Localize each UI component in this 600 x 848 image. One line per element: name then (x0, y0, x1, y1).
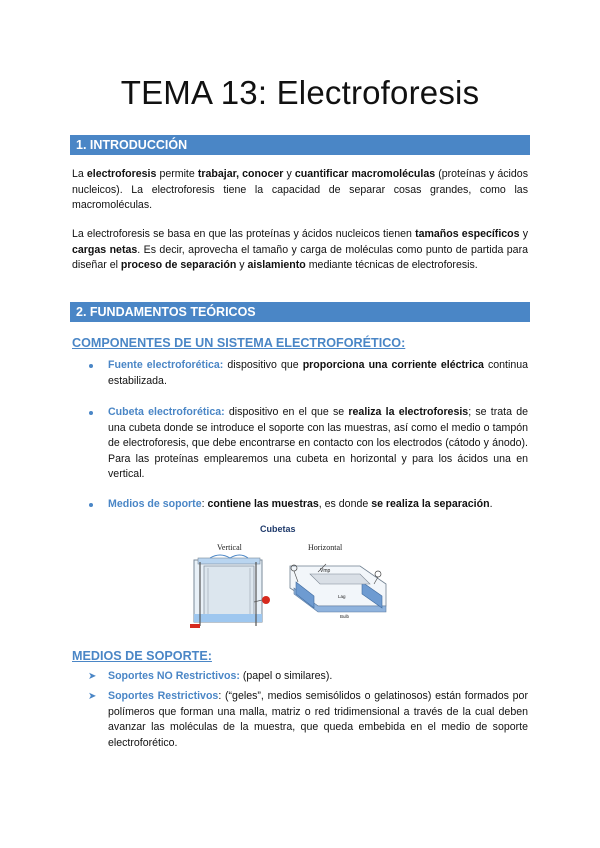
bullet-dot-icon (89, 364, 93, 368)
subheading-medios-soporte: MEDIOS DE SOPORTE: (72, 649, 212, 663)
figure-tag-vmp: Vmp (320, 568, 331, 574)
list-item-restrictivos: ➤ Soportes Restrictivos: (“geles”, medios semisólidos o gelatinosos) están formados por polímeros que forman una malla, matriz o red tridimensional a través de la cual deben avanzar las moléculas de la muestra, que queda embebida en el medio de soporte electroforético. (88, 690, 528, 749)
intro-paragraph-1: La electroforesis permite trabajar, conocer y cuantificar macromoléculas (proteínas y ácidos nucleicos). La electroforesis tiene la capacidad de separar cosas grandes, como las macromoléculas. (72, 168, 528, 212)
subheading-componentes: COMPONENTES DE UN SISTEMA ELECTROFORÉTICO: (72, 336, 406, 350)
list-item-no-restrictivos: ➤ Soportes NO Restrictivos: (papel o similares). (108, 669, 528, 685)
arrow-bullet-icon: ➤ (88, 671, 97, 682)
section-heading-fundamentos: 2. FUNDAMENTOS TEÓRICOS (70, 302, 530, 322)
vertical-tank-illustration (190, 555, 270, 628)
list-item-medios: Medios de soporte: contiene las muestras, es donde se realiza la separación. (108, 497, 528, 513)
bullet-dot-icon (89, 411, 93, 415)
list-item-fuente: Fuente electroforética: dispositivo que proporciona una corriente eléctrica continua estabilizada. (108, 358, 528, 389)
horizontal-tank-illustration (290, 564, 386, 619)
figure-tag-bulb: Bulb (340, 614, 350, 619)
arrow-bullet-icon: ➤ (88, 691, 97, 702)
figure-label-horizontal: Horizontal (308, 543, 343, 552)
figure-tag-lag: Lag (338, 594, 346, 599)
intro-paragraph-2: La electroforesis se basa en que las proteínas y ácidos nucleicos tienen tamaños específicos y cargas netas. Es decir, aprovecha el tamaño y carga de moléculas como punto de partida para diseñar el proceso de separación y aislamiento mediante técnicas de electroforesis. (72, 228, 528, 272)
cubetas-figure (190, 522, 400, 632)
page-title: TEMA 13: Electroforesis (120, 74, 480, 111)
bullet-dot-icon (89, 503, 93, 507)
figure-label-vertical: Vertical (217, 543, 242, 552)
figure-caption: Cubetas (260, 524, 296, 534)
list-item-cubeta: Cubeta electroforética: dispositivo en el que se realiza la electroforesis; se trata de una cubeta donde se introduce el soporte con las muestras, así como el medio o tampón de electroforesis, que debe encontrarse en contacto con los electrodos (cátodo y ánodo). Para las proteínas emplearemos una cubeta en horizontal y para los ácidos una en vertical. (108, 405, 528, 483)
section-heading-introduccion: 1. INTRODUCCIÓN (70, 135, 530, 155)
